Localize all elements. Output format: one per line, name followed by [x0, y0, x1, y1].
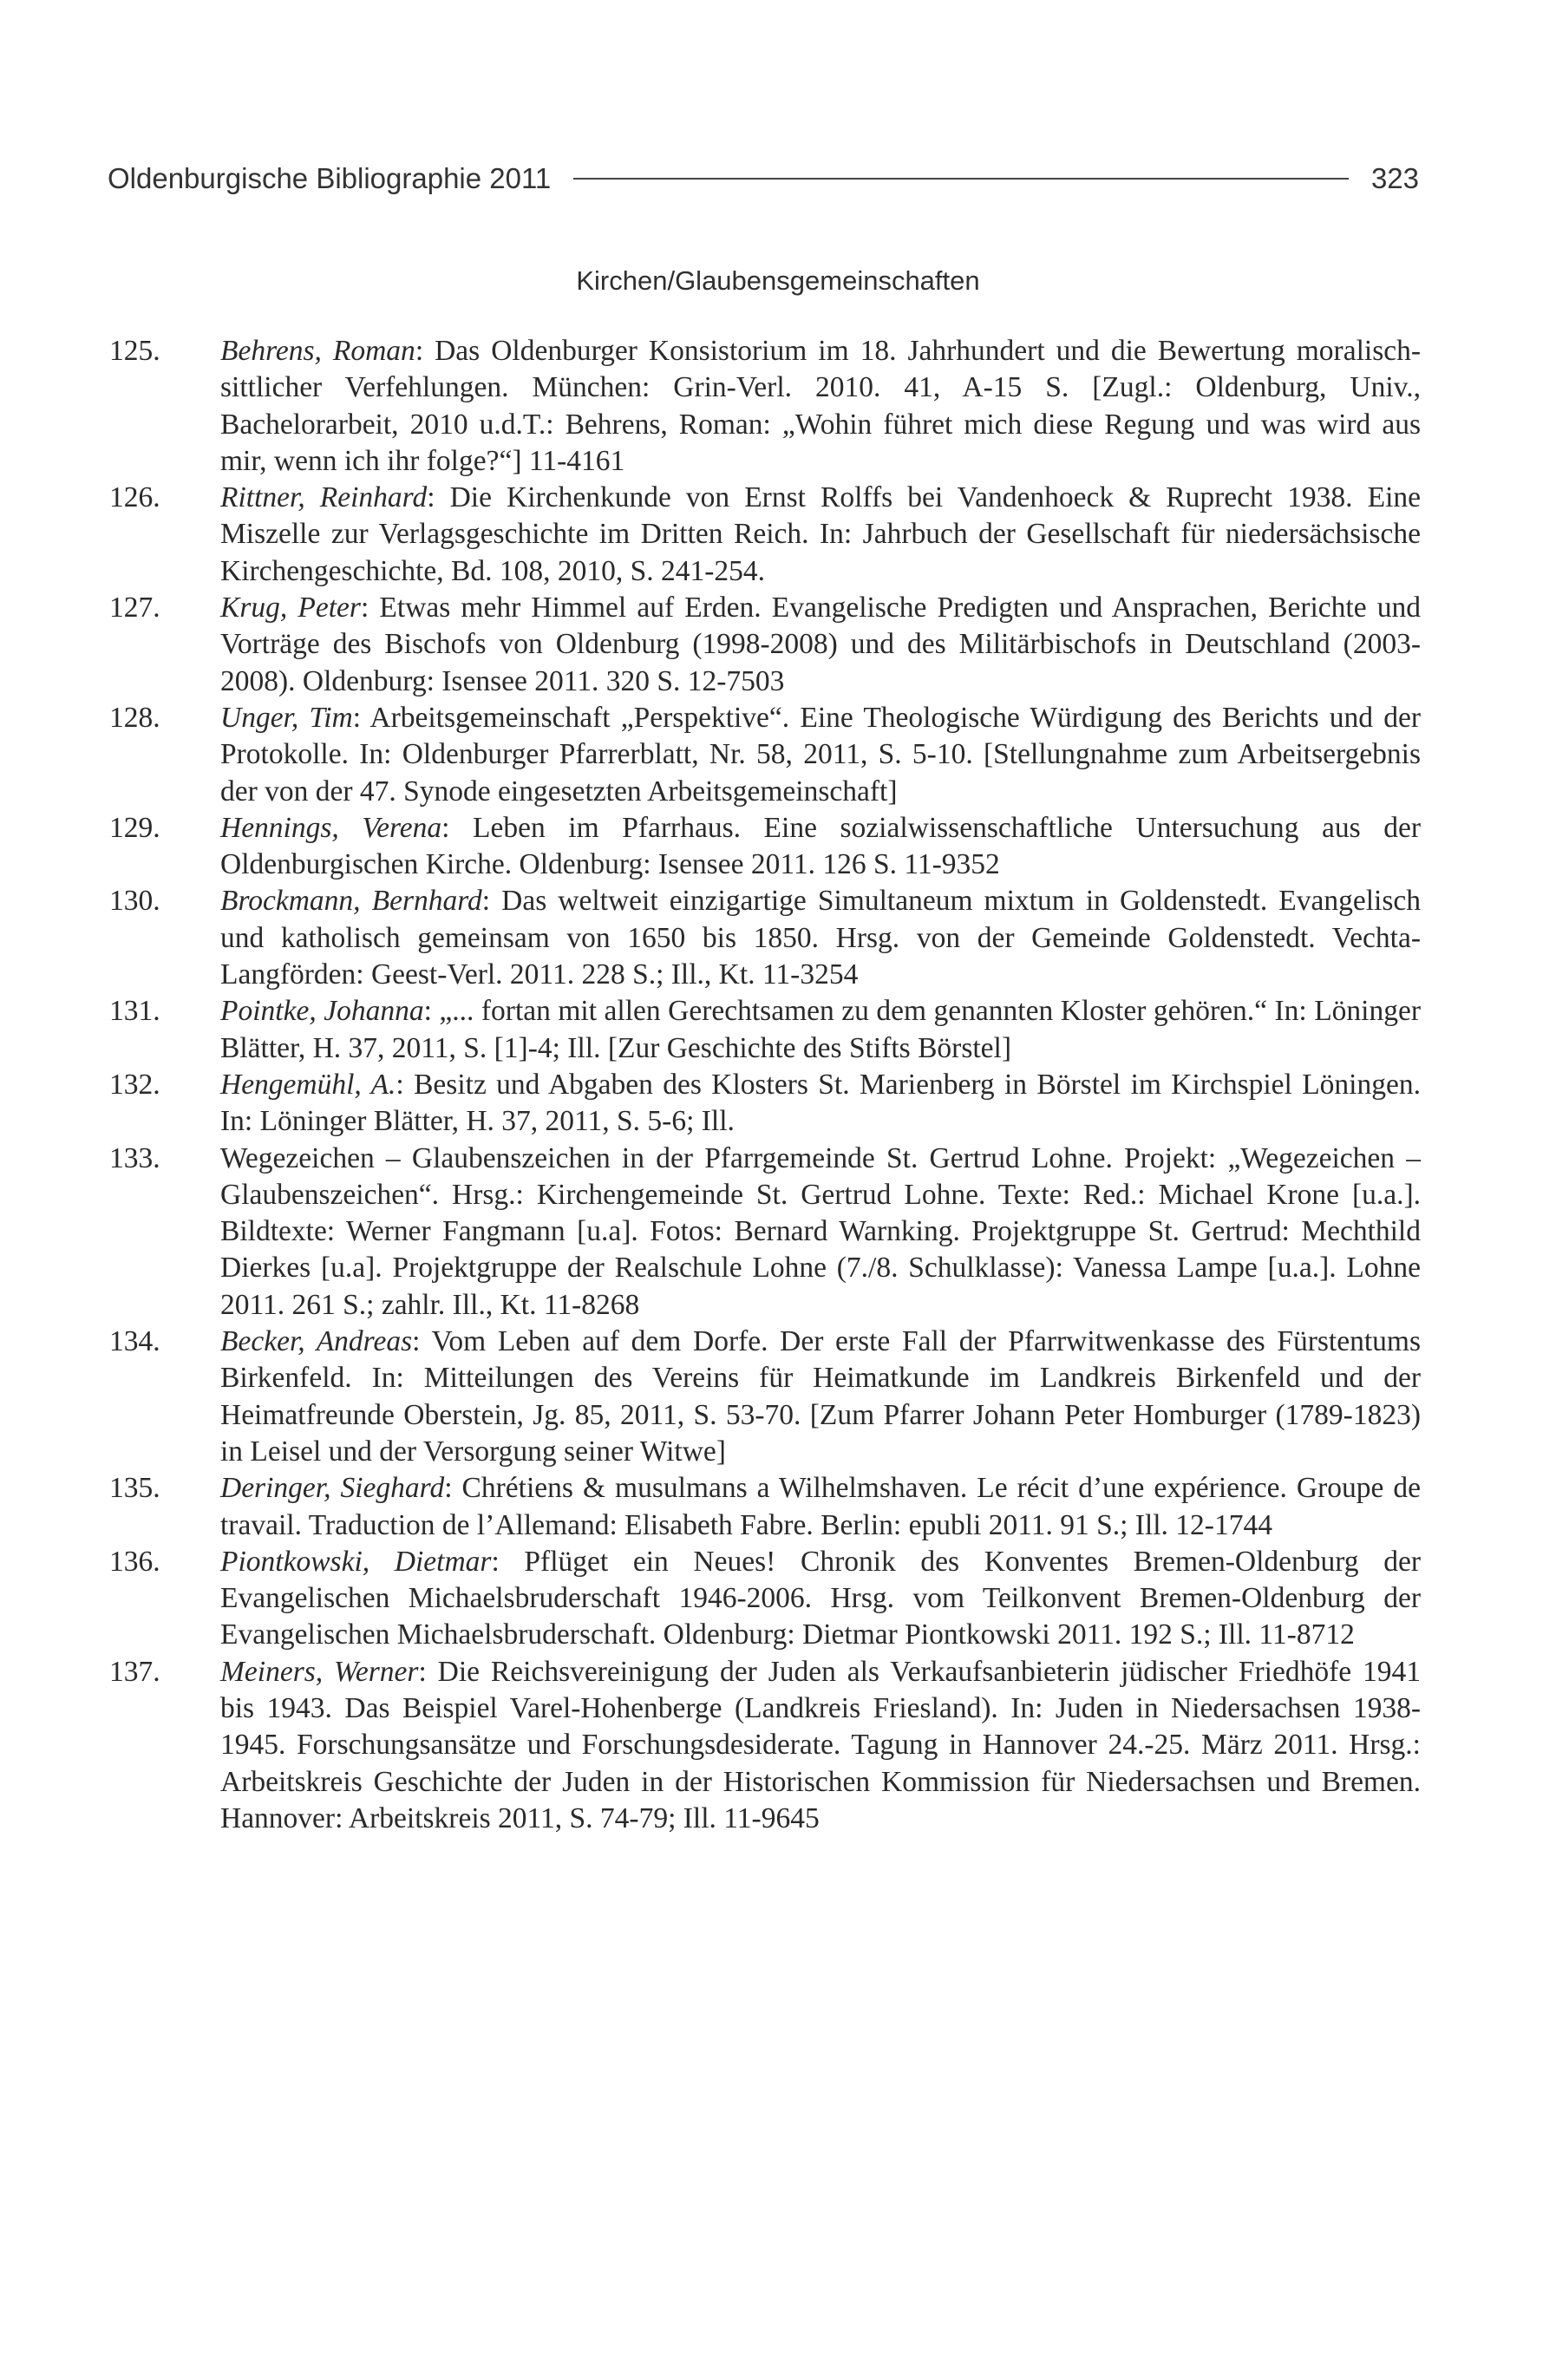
entry-text: : Leben im Pfarrhaus. Eine sozialwissenschaftliche Untersuchung aus der Oldenburgischen Kirche. Oldenburg: Isensee 2011. 126 S. 11-9352 [220, 811, 1422, 881]
bibliography-entry [109, 1544, 1421, 1654]
page-number: 323 [1370, 162, 1419, 194]
bibliography-entry [109, 1067, 1421, 1141]
bibliography-entry [109, 1654, 1421, 1837]
entry-author: Hennings, Verena [220, 811, 442, 844]
entry-text: : „... fortan mit allen Gerechtsamen zu dem genannten Kloster gehören.“ In: Löninger Blätter, H. 37, 2011, S. [1]-4; Ill. [Zur Geschichte des Stifts Börstel] [220, 995, 1422, 1064]
bibliography-entry [109, 883, 1421, 993]
entry-author: Krug, Peter [220, 592, 361, 624]
running-title: Oldenburgische Bibliographie 2011 [108, 162, 552, 194]
entry-text: : Etwas mehr Himmel auf Erden. Evangelische Predigten und Ansprachen, Berichte und Vorträge des Bischofs von Oldenburg (1998-2008) und des Militärbischofs in Deutschland (2003-2008). Oldenburg: Isensee 2011. 320 S. 12-7503 [220, 592, 1421, 697]
entry-text: : Vom Leben auf dem Dorfe. Der erste Fall der Pfarrwitwenkasse des Fürstentums Birkenfeld. In: Mitteilungen des Vereins für Heimatkunde im Landkreis Birkenfeld und der Heimatfreunde Oberstein, Jg. 85, 2011, S. 53-70. [Zum Pfarrer Johann Peter Homburger (1789-1823) in Leisel und der Versorgung seiner Witwe] [220, 1325, 1421, 1468]
entry-number: 131. [109, 995, 160, 1028]
entry-text: : Chrétiens & musulmans a Wilhelmshaven. Le récit d’une expérience. Groupe de travail. Traduction de l’Allemand: Elisabeth Fabre. Berlin: epubli 2011. 91 S.; Ill. 12-1744 [220, 1472, 1421, 1541]
entry-number: 129. [109, 811, 160, 844]
bibliography-entry [109, 1324, 1421, 1470]
entry-number: 133. [109, 1141, 160, 1174]
header-rule [573, 178, 1349, 180]
bibliography-entry [109, 700, 1421, 810]
entry-author: Behrens, Roman [220, 335, 415, 367]
bibliography-entry [109, 810, 1421, 884]
page-header [108, 151, 1419, 206]
entry-author: Hengemühl, A. [220, 1068, 396, 1101]
bibliography-entry [109, 590, 1421, 700]
bibliography-entry [109, 1141, 1421, 1324]
entry-number: 126. [109, 481, 160, 514]
entry-text: Wegezeichen – Glaubenszeichen in der Pfarrgemeinde St. Gertrud Lohne. Projekt: „Wegezeichen – Glaubenszeichen“. Hrsg.: Kirchengemeinde St. Gertrud Lohne. Texte: Red.: Michael Krone [u.a.]. Bildtexte: Werner Fangmann [u.a]. Fotos: Bernard Warnking. Projektgruppe St. Gertrud: Mechthild Dierkes [u.a]. Projektgruppe der Realschule Lohne (7./8. Schulklasse): Vanessa Lampe [u.a.]. Lohne 2011. 261 S.; zahlr. Ill., Kt. 11-8268 [220, 1141, 1421, 1321]
bibliography-list [109, 333, 1421, 1837]
entry-text: : Arbeitsgemeinschaft „Perspektive“. Eine Theologische Würdigung des Berichts und der Protokolle. In: Oldenburger Pfarrerblatt, Nr. 58, 2011, S. 5-10. [Stellungnahme zum Arbeitsergebnis der von der 47. Synode eingesetzten Arbeitsgemeinschaft] [220, 701, 1421, 808]
bibliography-entry [109, 993, 1421, 1067]
bibliography-entry [109, 480, 1421, 590]
entry-number: 136. [109, 1545, 160, 1578]
entry-number: 132. [109, 1068, 160, 1101]
entry-number: 128. [109, 701, 160, 734]
entry-author: Piontkowski, Dietmar [220, 1545, 492, 1578]
entry-text: : Die Kirchenkunde von Ernst Rolffs bei Vandenhoeck & Ruprecht 1938. Eine Miszelle zur Verlagsgeschichte im Dritten Reich. In: Jahrbuch der Gesellschaft für niedersächsische Kirchengeschichte, Bd. 108, 2010, S. 241-254. [220, 481, 1421, 587]
entry-number: 137. [109, 1655, 160, 1688]
entry-number: 127. [109, 592, 160, 624]
entry-author: Meiners, Werner [220, 1655, 419, 1688]
entry-number: 135. [109, 1472, 160, 1505]
entry-author: Pointke, Johanna [220, 995, 424, 1028]
entry-number: 134. [109, 1325, 160, 1358]
bibliography-entry [109, 1470, 1421, 1544]
entry-author: Rittner, Reinhard [220, 481, 428, 514]
entry-number: 125. [109, 335, 160, 367]
entry-author: Brockmann, Bernhard [220, 885, 482, 918]
entry-number: 130. [109, 885, 160, 918]
entry-text: : Pflüget ein Neues! Chronik des Konventes Bremen-Oldenburg der Evangelischen Michaelsbruderschaft 1946-2006. Hrsg. vom Teilkonvent Bremen-Oldenburg der Evangelischen Michaelsbruderschaft. Oldenburg: Dietmar Piontkowski 2011. 192 S.; Ill. 11-8712 [220, 1545, 1421, 1651]
entry-author: Unger, Tim [220, 701, 353, 734]
section-title: Kirchen/Glaubensgemeinschaften [576, 265, 980, 296]
entry-text: : Das weltweit einzigartige Simultaneum mixtum in Goldenstedt. Evangelisch und katholisch gemeinsam von 1650 bis 1850. Hrsg. von der Gemeinde Goldenstedt. Vechta-Langförden: Geest-Verl. 2011. 228 S.; Ill., Kt. 11-3254 [220, 885, 1421, 991]
bibliography-entry [109, 333, 1421, 480]
entry-author: Deringer, Sieghard [220, 1472, 445, 1505]
entry-text: : Das Oldenburger Konsistorium im 18. Jahrhundert und die Bewertung moralisch-sittlicher Verfehlungen. München: Grin-Verl. 2010. 41, A-15 S. [Zugl.: Oldenburg, Univ., Bachelorarbeit, 2010 u.d.T.: Behrens, Roman: „Wohin führet mich diese Regung und was wird aus mir, wenn ich ihr folge?“] 11-4161 [220, 335, 1422, 477]
entry-author: Becker, Andreas [220, 1325, 413, 1358]
entry-text: : Die Reichsvereinigung der Juden als Verkaufsanbieterin jüdischer Friedhöfe 1941 bis 1943. Das Beispiel Varel-Hohenberge (Landkreis Friesland). In: Juden in Niedersachsen 1938-1945. Forschungsansätze und Forschungsdesiderate. Tagung in Hannover 24.-25. März 2011. Hrsg.: Arbeitskreis Geschichte der Juden in der Historischen Kommission für Niedersachsen und Bremen. Hannover: Arbeitskreis 2011, S. 74-79; Ill. 11-9645 [220, 1655, 1421, 1834]
entry-text: : Besitz und Abgaben des Klosters St. Marienberg in Börstel im Kirchspiel Löningen. In: Löninger Blätter, H. 37, 2011, S. 5-6; Ill. [220, 1068, 1421, 1138]
